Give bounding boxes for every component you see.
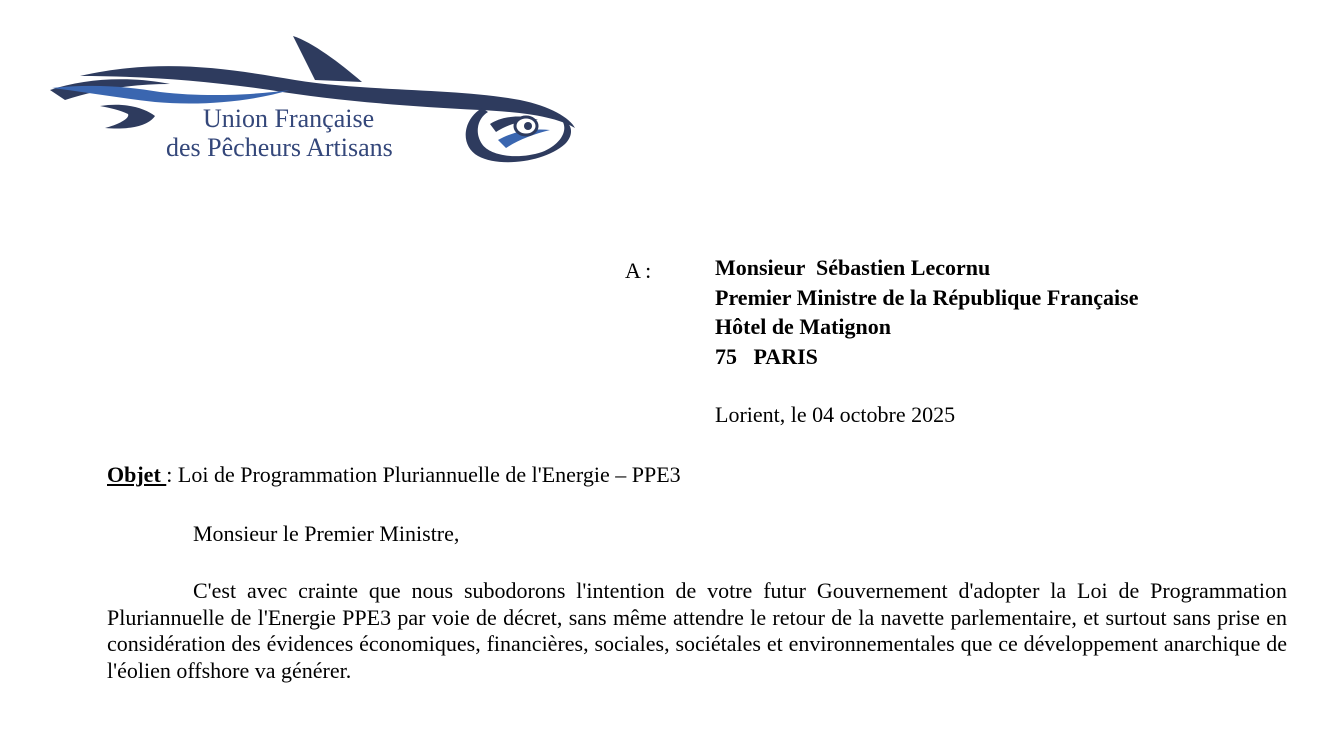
recipient-name: Monsieur Sébastien Lecornu — [715, 255, 991, 280]
logo-text-line1: Union Française — [203, 104, 375, 133]
subject-line — [107, 461, 681, 489]
salutation: Monsieur le Premier Ministre, — [193, 521, 460, 546]
subject-separator: : — [166, 462, 178, 487]
body-paragraph: C'est avec crainte que nous subodorons l'intention de votre futur Gouvernement d'adopter la Loi de Programmation Pluriannuelle de l'Energie PPE3 par voie de décret, sans même attendre le retour de la navette parlementaire, et surtout sans prise en considération des évidences économiques, financières, sociales, sociétales et environnementales que ce développement anarchique de l'éolien offshore va générer. — [107, 578, 1287, 683]
recipient-building: Hôtel de Matignon — [715, 314, 891, 339]
logo-text-line2: des Pêcheurs Artisans — [166, 133, 393, 162]
recipient-address — [715, 253, 1138, 371]
recipient-label: A : — [625, 258, 652, 283]
subject-text: Loi de Programmation Pluriannuelle de l'Energie – PPE3 — [177, 462, 681, 487]
recipient-city: 75 PARIS — [715, 343, 818, 369]
ufpa-logo — [50, 28, 580, 168]
subject-label: Objet — [107, 462, 167, 487]
letter-date: Lorient, le 04 octobre 2025 — [715, 402, 956, 427]
recipient-title: Premier Ministre de la République Française — [715, 284, 1139, 310]
